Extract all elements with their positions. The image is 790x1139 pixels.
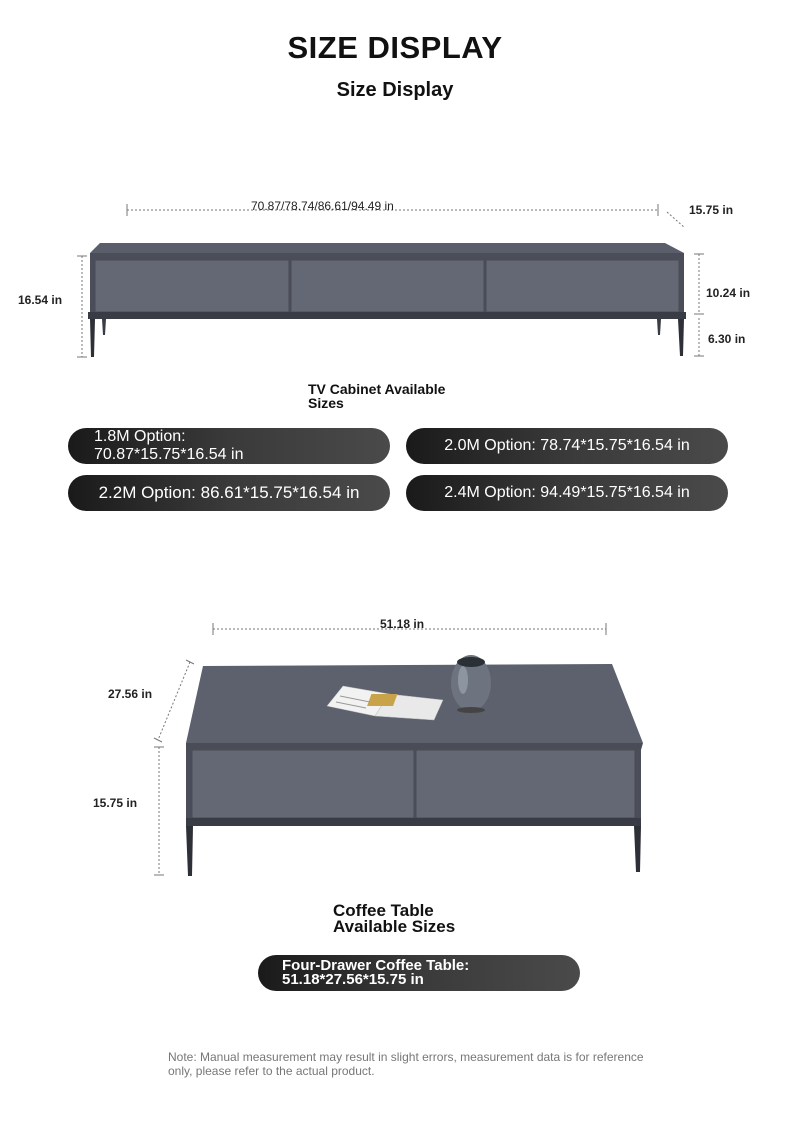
tv-option-1-8m	[68, 428, 390, 464]
ct-height-label: 15.75 in	[93, 796, 138, 810]
ct-option-line1: Four-Drawer Coffee Table:	[282, 957, 470, 974]
ct-option-line2: 51.18*27.56*15.75 in	[282, 971, 424, 988]
tv-option-2-0m	[406, 428, 728, 464]
ct-frame	[186, 818, 641, 826]
tv-sizes-heading-line2: Sizes	[308, 395, 344, 411]
ct-width-label: 51.18 in	[380, 617, 425, 631]
tv-option-2-4m	[406, 475, 728, 511]
ct-option-four-drawer	[258, 955, 580, 991]
measurement-note-line1: Note: Manual measurement may result in slight errors, measurement data is for reference	[168, 1050, 644, 1064]
tv-drawer-right	[486, 260, 679, 312]
ct-leg-front-left	[186, 826, 193, 876]
tv-option-1-8m-line2: 70.87*15.75*16.54 in	[94, 446, 244, 463]
tv-depth-label: 15.75 in	[689, 203, 734, 217]
tv-drawer-left	[95, 260, 289, 312]
ct-sizes-heading-line2: Available Sizes	[333, 917, 456, 936]
tv-cabinet-frame	[88, 312, 686, 319]
tv-body-height-line	[694, 254, 704, 356]
ct-leg-front-right	[634, 826, 641, 872]
tv-sizes-heading	[308, 382, 445, 410]
ct-sizes-heading	[333, 903, 455, 935]
page-subtitle: Size Display	[336, 79, 454, 101]
tv-option-2-2m-label: 2.2M Option: 86.61*15.75*16.54 in	[98, 483, 360, 502]
tv-drawer-middle	[291, 260, 484, 312]
ct-sizes-heading-line1: Coffee Table	[333, 901, 434, 920]
tv-option-2-0m-label: 2.0M Option: 78.74*15.75*16.54 in	[444, 437, 690, 454]
tv-option-2-4m-label: 2.4M Option: 94.49*15.75*16.54 in	[444, 484, 690, 501]
tv-option-2-2m	[68, 475, 390, 511]
tv-leg-height-label: 6.30 in	[708, 332, 746, 346]
ct-height-dimension-line	[154, 747, 164, 875]
tv-total-height-line	[77, 256, 87, 357]
tv-depth-dimension-line	[667, 212, 685, 228]
ct-drawer-left	[192, 750, 414, 818]
tv-cabinet-illustration	[0, 190, 790, 370]
tv-sizes-heading-line1: TV Cabinet Available	[308, 381, 446, 397]
tv-cabinet-top	[90, 243, 684, 253]
tv-total-height-label: 16.54 in	[18, 293, 63, 307]
tv-leg-back-right	[657, 319, 661, 335]
measurement-note-line2: only, please refer to the actual product.	[168, 1064, 375, 1078]
tv-leg-front-right	[678, 319, 684, 356]
ct-top-edge	[186, 743, 643, 750]
measurement-note	[168, 1050, 668, 1078]
tv-leg-front-left	[90, 319, 95, 357]
tv-leg-back-left	[102, 319, 106, 335]
ct-drawer-right	[416, 750, 635, 818]
tv-option-1-8m-line1: 1.8M Option:	[94, 428, 186, 445]
ct-depth-label: 27.56 in	[108, 687, 153, 701]
page-title: SIZE DISPLAY	[287, 30, 503, 65]
tv-body-height-label: 10.24 in	[706, 286, 751, 300]
ct-depth-dimension-line	[154, 660, 194, 742]
coffee-table-illustration	[0, 610, 790, 890]
tv-width-label: 70.87/78.74/86.61/94.49 in	[251, 199, 394, 213]
